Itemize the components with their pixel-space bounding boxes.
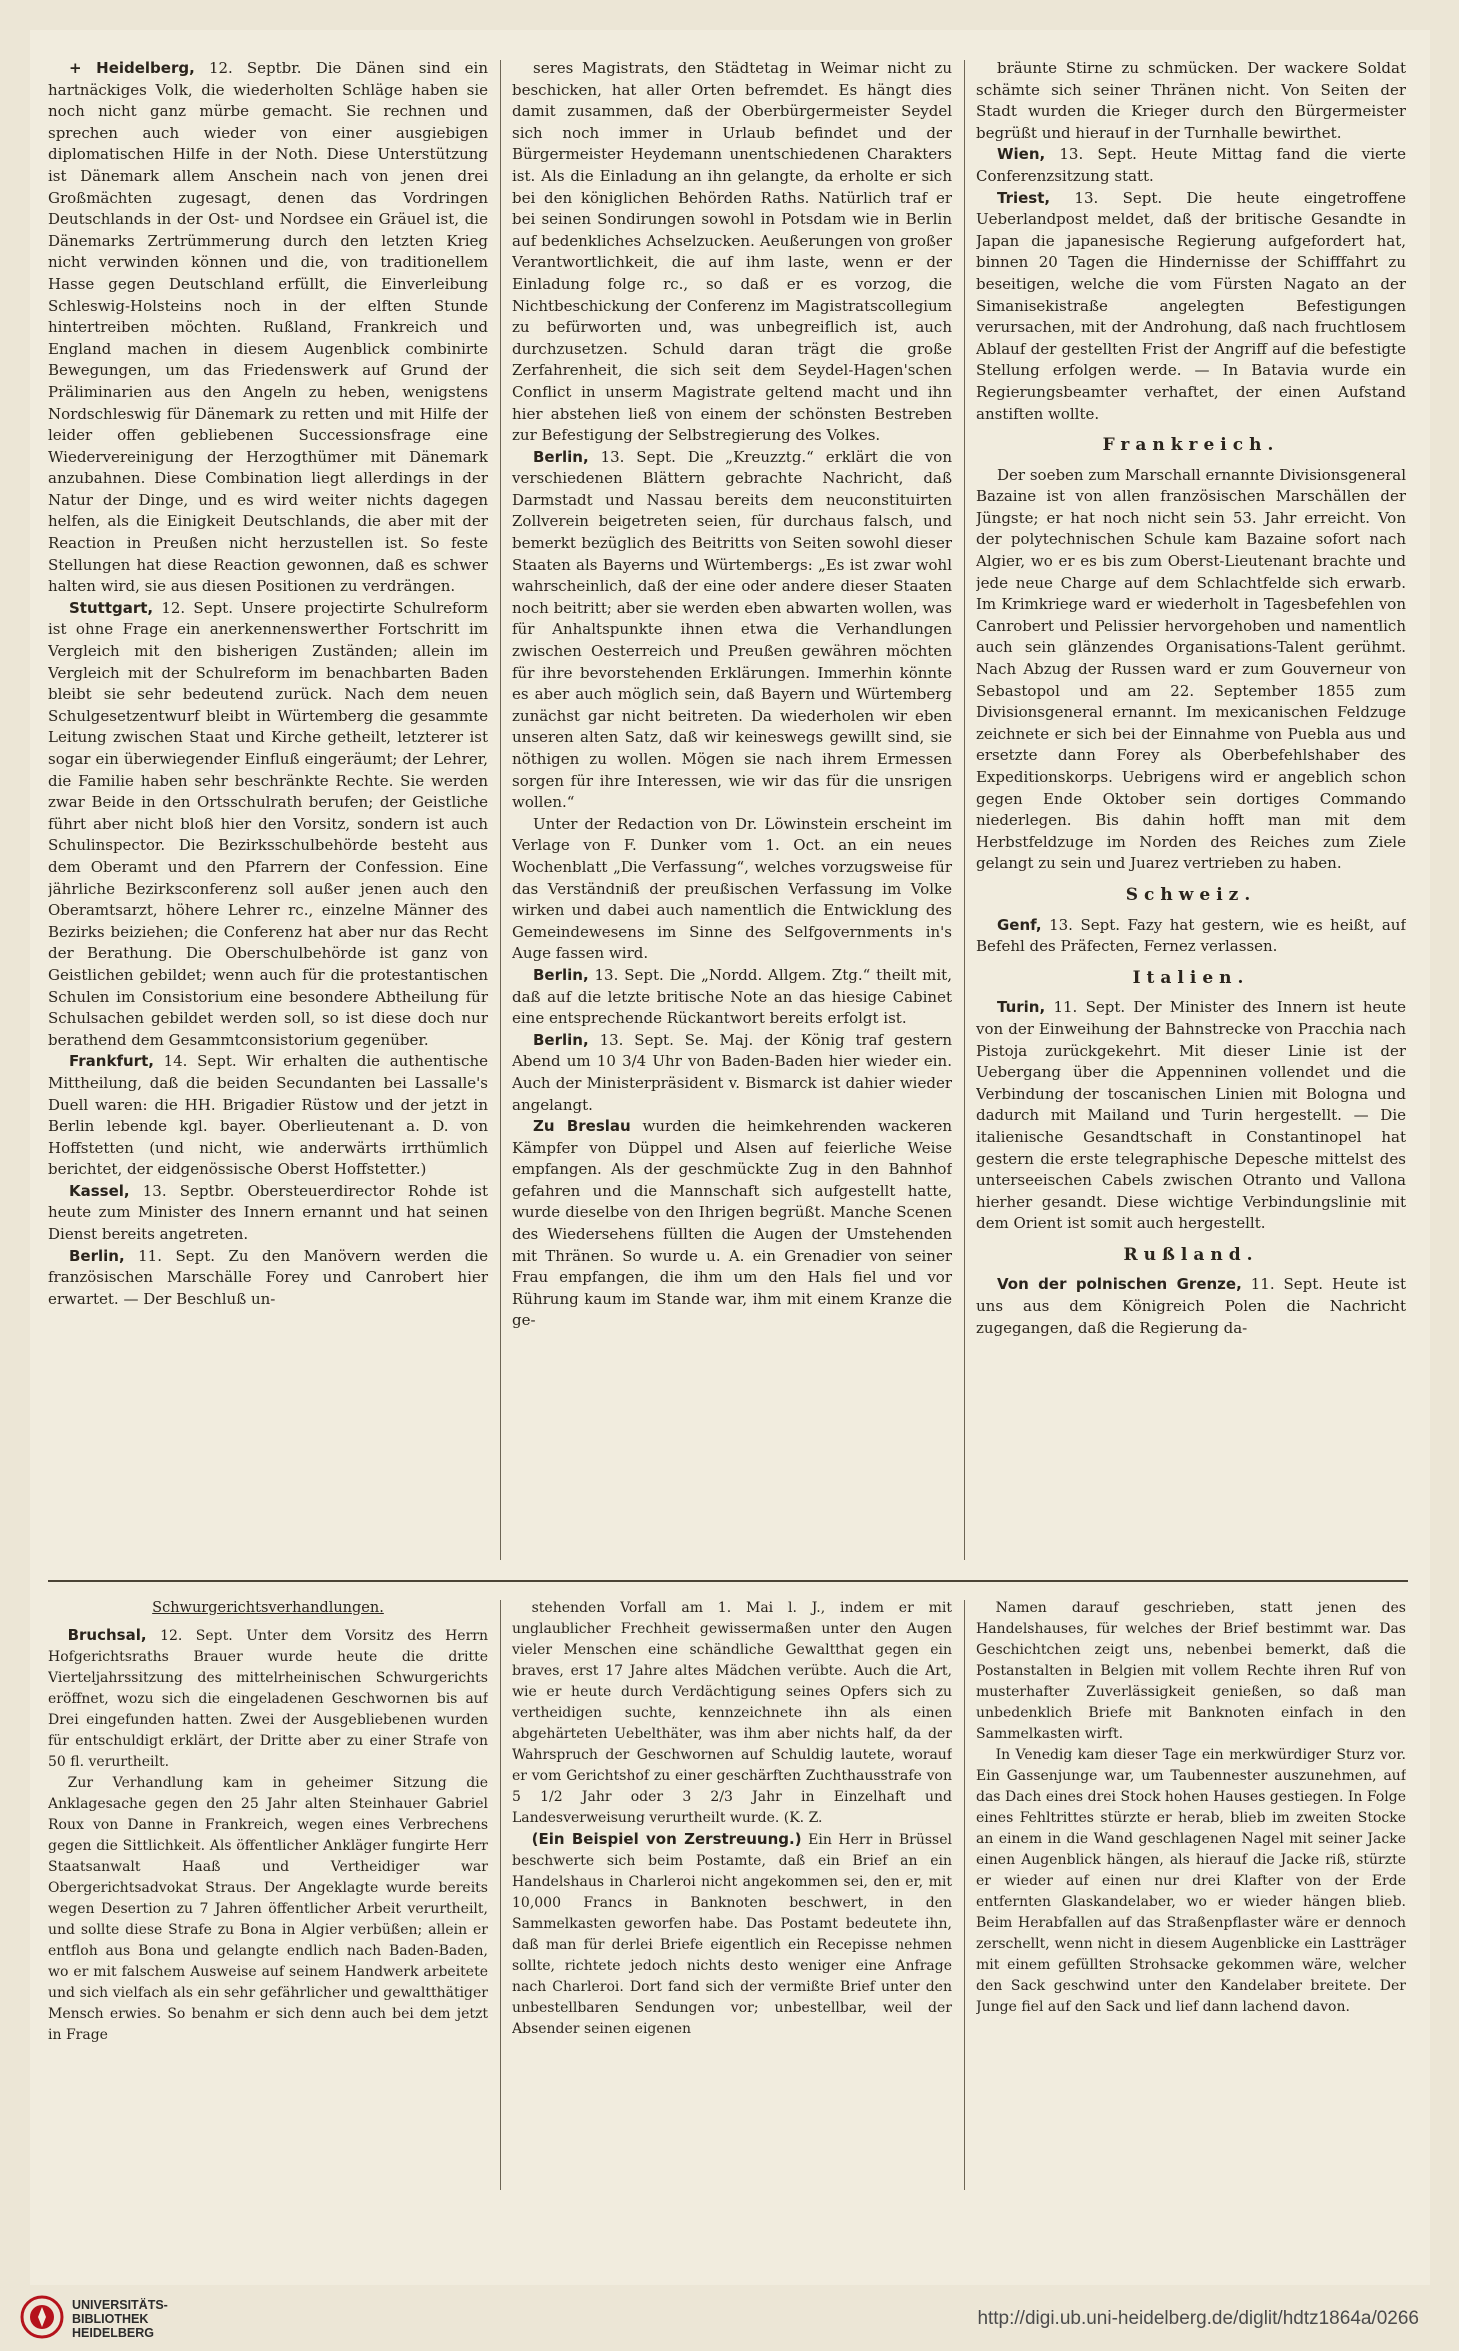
article-paragraph <box>512 965 952 1030</box>
article-text: In Venedig kam dieser Tage ein merkwürdiger Sturz vor. Ein Gassenjunge war, um Taubennester auszunehmen, auf das Dach eines drei Stock hohen Hauses gestiegen. In Folge eines Fehltrittes stürzte er herab, blieb im zweiten Stocke an einem in die Wand geschlagenen Nagel mit seiner Jacke einen Augenblick hängen, als hierauf die Jacke riß, stürzte er wieder auf einen nur drei Klafter von der Erde entfernten Glaskandelaber, wo er wieder hängen blieb. Beim Herabfallen auf das Straßenpflaster wäre er dennoch zerschellt, wenn nicht in diesem Augenblicke ein Lastträger mit einem gefüllten Strohsacke gekommen wäre, welcher den Sack geschwind unter den Kandelaber breitete. Der Junge fiel auf den Sack und lief dann lachend davon. <box>976 1747 1406 2015</box>
dateline: (Ein Beispiel von Zerstreuung.) <box>531 1830 802 1848</box>
article-text: Der soeben zum Marschall ernannte Divisionsgeneral Bazaine ist von allen französischen Marschällen der Jüngste; er hat noch nicht sein 53. Jahr erreicht. Von der polytechnischen Schule kam Bazaine sofort nach Algier, wo er es bis zum Oberst-Lieutenant brachte und jede neue Charge auf dem Schlachtfelde sich erwarb. Im Krimkriege ward er wiederholt in Tagesbefehlen von Canrobert und Pelissier hervorgehoben und namentlich auch sein glänzendes Organisations-Talent gerühmt. Nach Abzug der Russen ward er zum Gouverneur von Sebastopol und am 22. September 1855 zum Divisionsgeneral ernannt. Im mexicanischen Feldzuge zeichnete er sich bei der Einnahme von Puebla aus und ersetzte dann Forey als Oberbefehlshaber des Expeditionskorps. Uebrigens wird er angeblich schon gegen Ende Oktober sein dortiges Commando niederlegen. Bis dahin hofft man mit dem Herbstfeldzuge im Norden des Reiches zum Ziele gelangt zu sein und Juarez vertrieben zu haben. <box>976 465 1406 873</box>
article-text: 11. Sept. Der Minister des Innern ist heute von der Einweihung der Bahnstrecke von Pracchia nach Pistoja zurückgekehrt. Mit dieser Linie ist der Uebergang über die Appenninen vollendet und die Verbindung der toscanischen Linien mit Bologna und dadurch mit Mailand und Turin hergestellt. — Die italienische Gesandtschaft in Constantinopel hat gestern die erste telegraphische Depesche mittelst des unterseeischen Cabels zwischen Otranto und Vallona hierher gesandt. Diese wichtige Verbindungslinie mit dem Orient ist somit auch hergestellt. <box>976 998 1406 1233</box>
article-paragraph <box>976 1598 1406 1745</box>
article-text: 12. Sept. Unsere projectirte Schulreform ist ohne Frage ein anerkennenswerther Fortschritt im Vergleich mit den bisherigen Zuständen; allein im Vergleich mit der Schulreform im benachbarten Baden bleibt sie sehr bedeutend zurück. Nach dem neuen Schulgesetzentwurf bleibt in Würtemberg die gesammte Leitung zwischen Staat und Kirche getheilt, letzterer ist sogar ein überwiegender Einfluß eingeräumt; der Lehrer, die Familie haben sehr beschränkte Rechte. Sie werden zwar Beide in den Ortsschulrath berufen; der Geistliche führt aber nicht bloß hier den Vorsitz, sondern ist auch Schulinspector. Die Bezirksschulbehörde besteht aus dem Oberamt und den Pfarrern der Confession. Eine jährliche Bezirksconferenz soll außer jenen auch den Oberamtsarzt, höhere Lehrer rc., einzelne Männer des Bezirks beiziehen; die Conferenz hat aber nur das Recht der Berathung. Die Oberschulbehörde ist ganz von Geistlichen gebildet; wenn auch für die protestantischen Schulen im Consistorium eine besondere Abtheilung für Schulsachen gebildet werden soll, so ist diese doch nur berathend dem Gesammtconsistorium gegenüber. <box>48 598 488 1049</box>
column-2 <box>512 58 952 1558</box>
feuilleton-column-1 <box>48 1598 488 2188</box>
article-text: 13. Septbr. Obersteuerdirector Rohde ist heute zum Minister des Innern ernannt und hat seinen Dienst bereits angetreten. <box>48 1181 488 1244</box>
article-text: 11. Sept. Zu den Manövern werden die französischen Marschälle Forey und Canrobert hier erwartet. — Der Beschluß un- <box>48 1246 488 1308</box>
article-paragraph <box>48 1051 488 1181</box>
dateline: Bruchsal, <box>67 1626 147 1644</box>
section-heading: Schweiz. <box>1125 884 1257 905</box>
article-text: bräunte Stirne zu schmücken. Der wackere Soldat schämte sich seiner Thränen nicht. Von Seiten der Stadt wurden die Krieger durch den Bürgermeister begrüßt und hierauf in der Turnhalle bewirthet. <box>976 59 1406 142</box>
feuilleton-rule <box>48 1580 1408 1582</box>
library-logo-text <box>72 2298 168 2340</box>
article-text: Zur Verhandlung kam in geheimer Sitzung die Anklagesache gegen den 25 Jahr alten Steinhauer Gabriel Roux von Danne in Frankreich, wegen eines Verbrechens gegen die Sittlichkeit. Als öffentlicher Ankläger fungirte Herr Staatsanwalt Haaß und Vertheidiger war Obergerichtsadvokat Straus. Der Angeklagte wurde bereits wegen Desertion zu 7 Jahren öffentlicher Arbeit verurtheilt, und sollte diese Strafe zu Bona in Algier verbüßen; allein er entfloh aus Bona und gelangte endlich nach Baden-Baden, wo er mit falschem Ausweise auf seinem Handwerk arbeitete und sich vielfach als ein sehr gefährlicher und gewaltthätiger Mensch erwies. So benahm er sich denn auch bei dem jetzt in Frage <box>48 1775 488 2043</box>
dateline: + Heidelberg, <box>69 59 195 77</box>
article-text: 13. Sept. Fazy hat gestern, wie es heißt, auf Befehl des Präfecten, Fernez verlassen. <box>976 915 1406 956</box>
article-text: 13. Sept. Die „Nordd. Allgem. Ztg.“ theilt mit, daß auf die letzte britische Note an das hiesige Cabinet eine entsprechende Rückantwort bereits erfolgt ist. <box>512 965 952 1028</box>
dateline: Berlin, <box>533 447 589 466</box>
dateline: Triest, <box>997 188 1051 207</box>
dateline: Berlin, <box>533 1030 589 1049</box>
column-divider <box>500 1600 501 2190</box>
dateline: Von der polnischen Grenze, <box>997 1275 1242 1294</box>
university-seal-icon <box>20 2295 64 2339</box>
article-paragraph <box>48 58 488 598</box>
article-paragraph <box>512 1030 952 1116</box>
article-paragraph <box>48 1246 488 1311</box>
article-paragraph <box>48 1181 488 1246</box>
article-text: Unter der Redaction von Dr. Löwinstein erscheint im Verlage von F. Dunker vom 1. Oct. an ein neues Wochenblatt „Die Verfassung“, welches vorzugsweise für das Verständniß der preußischen Verfassung im Volke wirken und dabei auch namentlich die Entwicklung des Gemeindewesens im Sinne des Selfgovernments in's Auge fassen wird. <box>512 814 952 963</box>
column-3 <box>976 58 1406 1558</box>
section-heading: Rußland. <box>1123 1244 1259 1265</box>
permalink-url[interactable]: http://digi.ub.uni-heidelberg.de/diglit/hdtz1864a/0266 <box>977 2308 1419 2329</box>
article-paragraph <box>512 1598 952 1829</box>
article-paragraph <box>976 1274 1406 1339</box>
column-divider <box>500 60 501 1560</box>
library-name-line: BIBLIOTHEK <box>72 2312 149 2326</box>
article-paragraph <box>976 58 1406 144</box>
article-text: 13. Sept. Die „Kreuzztg.“ erklärt die von verschiedenen Blättern gebrachte Nachricht, daß Darmstadt und Nassau bereits dem neuconstituirten Zollverein beigetreten seien, für durchaus falsch, und bemerkt bezüglich des Beitritts von Seiten sowohl dieser Staaten als Bayerns und Würtembergs: „Es ist zwar wohl wahrscheinlich, daß der eine oder andere dieser Staaten noch beitritt; aber sie werden eben abwarten wollen, was für Anhaltspunkte ihnen etwa die Verhandlungen zwischen Oesterreich und Preußen gewähren möchten für ihre bevorstehenden Erklärungen. Immerhin könnte es aber auch möglich sein, daß Bayern und Würtemberg zunächst gar nicht beitreten. Da wiederholen wir eben unseren alten Satz, daß wir keineswegs gewillt sind, sie nöthigen zu wollen. Mögen sie nach ihrem Ermessen sorgen für ihre Interessen, wie wir das für die unsrigen wollen.“ <box>512 447 952 812</box>
article-text: 13. Sept. Heute Mittag fand die vierte Conferenzsitzung statt. <box>976 145 1406 185</box>
article-paragraph <box>512 447 952 814</box>
article-paragraph <box>976 997 1406 1235</box>
article-text: wurden die heimkehrenden wackeren Kämpfer von Düppel und Alsen auf feierliche Weise empfangen. Als der geschmückte Zug in den Bahnhof gefahren und die Mannschaft sich aufgestellt hatte, wurde dieselbe von den Ihrigen begrüßt. Manche Scenen des Wiedersehens füllten die Augen der Umstehenden mit Thränen. So wurde u. A. ein Grenadier von seiner Frau empfangen, die ihm um den Hals fiel und vor Rührung kaum im Stande war, ihm mit einem Kranze die ge- <box>512 1117 952 1330</box>
dateline: Turin, <box>997 998 1046 1017</box>
article-paragraph <box>976 1745 1406 2018</box>
article-paragraph <box>48 1625 488 1773</box>
column-divider <box>964 60 965 1560</box>
section-heading: Frankreich. <box>1102 435 1280 456</box>
dateline: Berlin, <box>533 965 589 984</box>
dateline: Kassel, <box>69 1181 130 1200</box>
article-text: 13. Sept. Die heute eingetroffene Ueberlandpost meldet, daß der britische Gesandte in Japan die japanesische Regierung aufgefordert hat, binnen 20 Tagen die Hindernisse der Schifffahrt zu beseitigen, welche die vom Fürsten Nagato an der Simanisekistraße angelegten Befestigungen verursachen, mit der Androhung, daß nach fruchtlosem Ablauf der gestellten Frist der Angriff auf die befestigte Stellung erfolgen werde. — In Batavia wurde ein Regierungsbeamter verhaftet, der einen Aufstand anstiften wollte. <box>976 188 1406 423</box>
article-paragraph <box>976 465 1406 875</box>
article-text: Namen darauf geschrieben, statt jenen des Handelshauses, für welches der Brief bestimmt war. Das Geschichtchen zeigt uns, nebenbei bemerkt, daß die Postanstalten in Belgien mit vollem Rechte ihren Ruf von musterhafter Zuverlässigkeit genießen, so daß man unbedenklich Briefe mit Banknoten einfach in den Sammelkasten wirft. <box>976 1600 1406 1742</box>
article-text: 12. Sept. Unter dem Vorsitz des Herrn Hofgerichtsraths Brauer wurde heute die dritte Vierteljahrssitzung des mittelrheinischen Schwurgerichts eröffnet, wozu sich die eingeladenen Geschwornen bis auf Drei eingefunden hatten. Zwei der Ausgebliebenen wurden für entschuldigt erklärt, der Dritte aber zu einer Strafe von 50 fl. verurtheilt. <box>48 1628 488 1770</box>
library-name-line: UNIVERSITÄTS- <box>72 2298 168 2312</box>
article-paragraph <box>976 188 1406 426</box>
column-1 <box>48 58 488 1558</box>
article-paragraph <box>976 915 1406 958</box>
section-heading: Italien. <box>1132 967 1250 988</box>
dateline: Genf, <box>997 915 1042 934</box>
dateline: Frankfurt, <box>69 1052 154 1071</box>
dateline: Stuttgart, <box>69 598 154 617</box>
article-paragraph <box>48 598 488 1051</box>
article-paragraph <box>48 1773 488 2046</box>
article-paragraph <box>512 814 952 965</box>
dateline: Wien, <box>997 145 1046 164</box>
article-paragraph <box>512 1829 952 2040</box>
article-text: Ein Herr in Brüssel beschwerte sich beim Postamte, daß ein Brief an ein Handelshaus in Charleroi nicht angekommen sei, den er, mit 10,000 Francs in Banknoten beschwert, in den Sammelkasten geworfen habe. Das Postamt bedeutete ihn, daß man für derlei Briefe eigentlich ein Recepisse nehmen sollte, richtete jedoch nichts desto weniger eine Anfrage nach Charleroi. Dort fand sich der vermißte Brief unter den unbestellbaren Sendungen vor; unbestellbar, weil der Absender seinen eigenen <box>512 1832 952 2037</box>
article-text: stehenden Vorfall am 1. Mai l. J., indem er mit unglaublicher Frechheit gewissermaßen unter den Augen vieler Menschen eine schändliche Gewaltthat gegen ein braves, erst 17 Jahre altes Mädchen verübte. Auch die Art, wie er heute durch Verdächtigung seines Opfers sich zu vertheidigen suchte, kennzeichnete ihn als einen abgehärteten Uebelthäter, was ihm aber nichts half, da der Wahrspruch der Geschwornen auf Schuldig lautete, worauf er vom Gerichtshof zu einer geschärften Zuchthausstrafe von 5 1/2 Jahr oder 3 2/3 Jahr in Einzelhaft und Landesverweisung verurtheilt wurde. (K. Z. <box>512 1600 952 1826</box>
article-paragraph <box>976 144 1406 187</box>
feuilleton-column-2 <box>512 1598 952 2188</box>
dateline: Zu Breslau <box>533 1117 631 1136</box>
column-divider <box>964 1600 965 2190</box>
article-text: 12. Septbr. Die Dänen sind ein hartnäckiges Volk, die wiederholten Schläge haben sie noch nicht ganz mürbe gemacht. Sie rechnen und sprechen auch wieder von einer ausgiebigen diplomatischen Hilfe in der Noth. Diese Unterstützung ist Dänemark allem Anschein nach von jenen drei Großmächten zugesagt, denen das Vordringen Deutschlands in der Ost- und Nordsee ein Gräuel ist, die Dänemarks Zertrümmerung durch den letzten Krieg nicht verwinden können und die, von traditionellem Hasse gegen Deutschland erfüllt, die Einverleibung Schleswig-Holsteins noch in der elften Stunde hintertreiben möchten. Rußland, Frankreich und England machen in diesem Augenblick combinirte Bewegungen, um das Friedenswerk auf Grund der Präliminarien aus den Angeln zu heben, wenigstens Nordschleswig für Dänemark zu retten und mit Hilfe der leider offen gebliebenen Successionsfrage eine Wiedervereinigung der Herzogthümer mit Dänemark anzubahnen. Diese Combination liegt allerdings in der Natur der Dinge, und es wird weiter nichts dagegen helfen, als die Einigkeit Deutschlands, die aber mit der Reaction in Preußen nicht herzustellen ist. So feste Stellungen hat diese Reaction gewonnen, daß es schwer halten wird, sie aus diesen Positionen zu verdrängen. <box>48 59 488 596</box>
library-name-line: HEIDELBERG <box>72 2326 154 2340</box>
article-text: 11. Sept. Heute ist uns aus dem Königreich Polen die Nachricht zugegangen, daß die Regierung da- <box>976 1275 1406 1337</box>
feuilleton-heading: Schwurgerichtsverhandlungen. <box>152 1600 384 1616</box>
article-text: seres Magistrats, den Städtetag in Weimar nicht zu beschicken, hat aller Orten befremdet. Es hängt dies damit zusammen, daß der Oberbürgermeister Seydel sich noch immer in Urlaub befindet und der Bürgermeister Heydemann unentschiedenen Charakters ist. Als die Einladung an ihn gelangte, da erholte er sich bei den königlichen Behörden Raths. Natürlich traf er bei seinen Sondirungen sowohl in Potsdam wie in Berlin auf bedenkliches Achselzucken. Aeußerungen von großer Verantwortlichkeit, die auf ihm laste, wenn er der Einladung folge rc., so daß er es vorzog, die Nichtbeschickung der Conferenz im Magistratscollegium zu befürworten und, was unbegreiflich ist, auch durchzusetzen. Schuld daran trägt die große Zerfahrenheit, die sich seit dem Seydel-Hagen'schen Conflict in unserm Magistrate geltend macht und ihn hier abstehen ließ von einem der schönsten Bestreben zur Befestigung der Selbstregierung des Volkes. <box>512 59 952 445</box>
feuilleton-column-3 <box>976 1598 1406 2188</box>
article-text: 14. Sept. Wir erhalten die authentische Mittheilung, daß die beiden Secundanten bei Lassalle's Duell waren: die HH. Brigadier Rüstow und der jetzt in Berlin lebende kgl. bayer. Oberlieutenant a. D. von Hoffstetten (und nicht, wie anderwärts irrthümlich berichtet, der eidgenössische Oberst Hoffstetter.) <box>48 1052 488 1179</box>
dateline: Berlin, <box>69 1246 125 1265</box>
article-text: 13. Sept. Se. Maj. der König traf gestern Abend um 10 3/4 Uhr von Baden-Baden hier wieder ein. Auch der Ministerpräsident v. Bismarck ist dahier wieder angelangt. <box>512 1030 952 1114</box>
article-paragraph <box>512 58 952 447</box>
article-paragraph <box>512 1116 952 1332</box>
